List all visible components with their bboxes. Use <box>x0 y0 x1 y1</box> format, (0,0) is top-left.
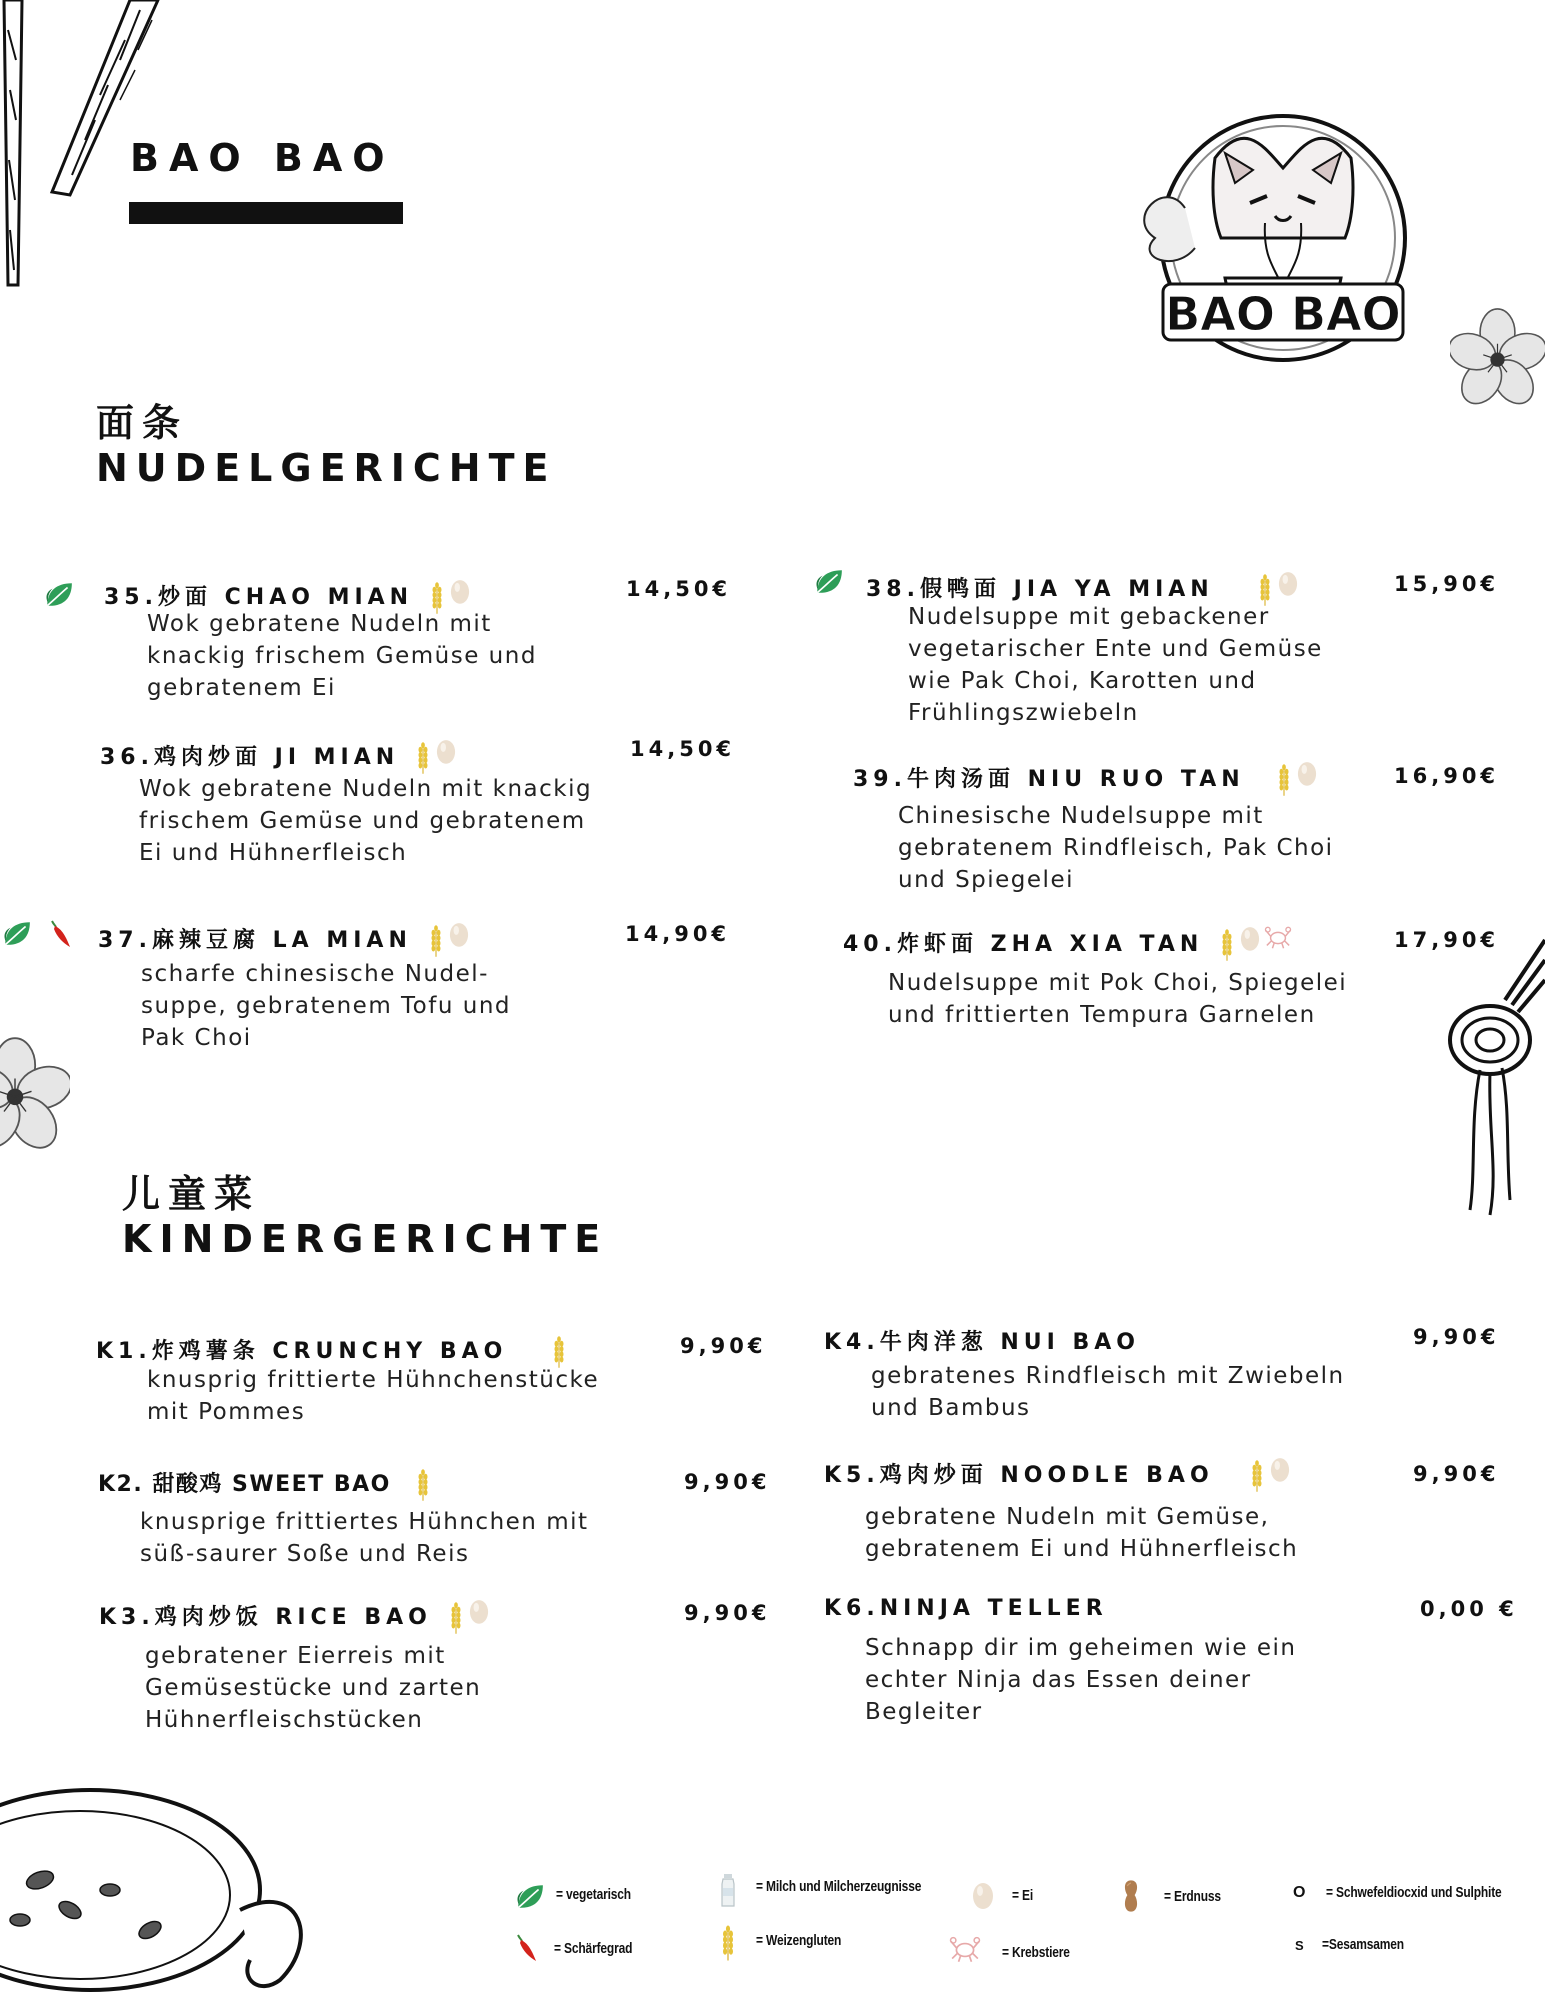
kids-item-k6-title <box>824 1596 1108 1621</box>
crustacean-icon <box>1264 925 1292 951</box>
desc-line: Ei und Hühnerfleisch <box>139 840 408 866</box>
desc-line: knusprige frittiertes Hühnchen mit <box>140 1509 589 1535</box>
noodle-item-36-title <box>100 738 456 778</box>
legend-crustacean: = Krebstiere <box>1002 1944 1070 1961</box>
kids-item-k4-price: 9,90€ <box>1413 1325 1500 1349</box>
desc-line: Gemüsestücke und zarten <box>145 1675 482 1701</box>
kids-item-k5-desc <box>865 1501 1298 1565</box>
kids-item-k3-title <box>99 1598 489 1638</box>
egg-icon <box>1270 1456 1290 1482</box>
legend-vegetarian: = vegetarisch <box>556 1886 631 1903</box>
desc-line: gebratenes Rindfleisch mit Zwiebeln <box>871 1363 1345 1389</box>
item-title-text: K3.鸡肉炒饭 RICE BAO <box>99 1605 432 1630</box>
desc-line: Begleiter <box>865 1699 983 1725</box>
egg-icon <box>436 738 456 764</box>
vegetarian-icon <box>44 580 74 610</box>
desc-line: gebratenem Ei <box>147 675 336 701</box>
egg-icon <box>450 578 470 604</box>
egg-icon <box>972 1881 994 1909</box>
kids-item-k6-price: 0,00 € <box>1420 1597 1518 1621</box>
noodle-item-35-price: 14,50€ <box>626 577 732 601</box>
desc-line: scharfe chinesische Nudel- <box>141 961 489 987</box>
gluten-icon <box>718 1922 738 1964</box>
egg-icon <box>1240 925 1260 951</box>
gluten-icon <box>1248 1456 1266 1496</box>
desc-line: wie Pak Choi, Karotten und <box>908 668 1257 694</box>
desc-line: Chinesische Nudelsuppe mit <box>898 803 1264 829</box>
legend-gluten: = Weizengluten <box>756 1932 842 1949</box>
item-title-text: 39.牛肉汤面 NIU RUO TAN <box>853 767 1245 792</box>
item-title-text: 35.炒面 CHAO MIAN <box>104 585 414 610</box>
desc-line: und frittierten Tempura Garnelen <box>888 1002 1316 1028</box>
chili-icon <box>512 1933 540 1965</box>
egg-icon <box>1278 570 1298 596</box>
item-title-text: K4.牛肉洋葱 NUI BAO <box>824 1330 1140 1355</box>
egg-icon <box>469 1598 489 1624</box>
noodle-item-38-desc <box>908 601 1323 729</box>
legend-sulphite: = Schwefeldiocxid und Sulphite <box>1326 1884 1502 1901</box>
kids-item-k5-title <box>824 1456 1290 1496</box>
desc-line: Wok gebratene Nudeln mit knackig <box>139 776 593 802</box>
kids-title-cn: 儿童菜 <box>122 1172 261 1216</box>
legend-spicy: = Schärfegrad <box>554 1940 633 1957</box>
noodle-item-40-title <box>843 925 1292 965</box>
kids-item-k4-desc <box>871 1360 1345 1424</box>
legend-milk: = Milch und Milcherzeugnisse <box>756 1878 922 1895</box>
noodle-item-37-price: 14,90€ <box>625 922 731 946</box>
kids-item-k2-title <box>98 1465 432 1505</box>
kids-item-k1-price: 9,90€ <box>680 1334 767 1358</box>
egg-icon <box>449 921 469 947</box>
item-title-text: K6.NINJA TELLER <box>824 1596 1108 1621</box>
logo-text: BAO BAO <box>1165 287 1401 341</box>
desc-line: Pak Choi <box>141 1025 252 1051</box>
sulphite-symbol: O <box>1293 1884 1306 1901</box>
legend-egg: = Ei <box>1012 1887 1034 1904</box>
peanut-icon <box>1120 1876 1142 1916</box>
item-title-text: K2. 甜酸鸡 SWEET BAO <box>98 1472 391 1497</box>
desc-line: gebratene Nudeln mit Gemüse, <box>865 1504 1270 1530</box>
desc-line: knusprig frittierte Hühnchenstücke <box>147 1367 600 1393</box>
item-title-text: 38.假鸭面 JIA YA MIAN <box>866 577 1214 602</box>
legend-peanut: = Erdnuss <box>1164 1888 1221 1905</box>
noodle-item-35-desc <box>147 608 537 704</box>
desc-line: frischem Gemüse und gebratenem <box>139 808 586 834</box>
gluten-icon <box>427 921 445 961</box>
desc-line: Frühlingszwiebeln <box>908 700 1139 726</box>
bao-bao-logo <box>1115 98 1415 368</box>
desc-line: Wok gebratene Nudeln mit <box>147 611 492 637</box>
desc-line: und Spiegelei <box>898 867 1074 893</box>
legend-sesame: =Sesamsamen <box>1322 1936 1404 1953</box>
desc-line: süß-saurer Soße und Reis <box>140 1541 470 1567</box>
gluten-icon <box>414 1465 432 1505</box>
desc-line: Schnapp dir im geheimen wie ein <box>865 1635 1297 1661</box>
desc-line: echter Ninja das Essen deiner <box>865 1667 1252 1693</box>
desc-line: gebratener Eierreis mit <box>145 1643 446 1669</box>
sesame-symbol: S <box>1295 1938 1304 1953</box>
desc-line: gebratenem Rindfleisch, Pak Choi <box>898 835 1334 861</box>
noodle-item-36-desc <box>139 773 592 869</box>
desc-line: Nudelsuppe mit Pok Choi, Spiegelei <box>888 970 1348 996</box>
kids-item-k6-desc <box>865 1632 1296 1728</box>
noodle-item-38-price: 15,90€ <box>1394 572 1500 596</box>
desc-line: vegetarischer Ente und Gemüse <box>908 636 1323 662</box>
item-title-text: 36.鸡肉炒面 JI MIAN <box>100 745 400 770</box>
soup-bowl-illustration <box>0 1770 320 2000</box>
noodles-title-cn: 面条 <box>96 401 189 445</box>
desc-line: Nudelsuppe mit gebackener <box>908 604 1270 630</box>
noodle-item-37-title <box>98 921 469 961</box>
flower-decoration-left <box>0 1020 70 1170</box>
kids-item-k3-desc <box>145 1640 481 1736</box>
flower-decoration-right <box>1450 278 1545 438</box>
desc-line: knackig frischem Gemüse und <box>147 643 537 669</box>
brand-underline <box>129 202 403 224</box>
noodle-item-39-desc <box>898 800 1334 896</box>
noodle-item-40-desc <box>888 967 1347 1031</box>
gluten-icon <box>447 1598 465 1638</box>
noodle-item-40-price: 17,90€ <box>1394 928 1500 952</box>
egg-icon <box>1297 760 1317 786</box>
desc-line: gebratenem Ei und Hühnerfleisch <box>865 1536 1299 1562</box>
kids-title-de: KINDERGERICHTE <box>122 1217 609 1261</box>
desc-line: mit Pommes <box>147 1399 306 1425</box>
kids-item-k4-title <box>824 1325 1140 1356</box>
gluten-icon <box>1275 760 1293 800</box>
noodle-item-37-desc <box>141 958 511 1054</box>
kids-item-k2-desc <box>140 1506 589 1570</box>
noodles-title-de: NUDELGERICHTE <box>96 446 557 490</box>
kids-item-k1-desc <box>147 1364 599 1428</box>
chili-icon <box>46 919 74 951</box>
desc-line: suppe, gebratenem Tofu und <box>141 993 511 1019</box>
vegetarian-icon <box>2 919 32 949</box>
item-title-text: K1.炸鸡薯条 CRUNCHY BAO <box>96 1339 508 1364</box>
gluten-icon <box>414 738 432 778</box>
gluten-icon <box>1218 925 1236 965</box>
vegetarian-icon <box>814 567 844 597</box>
kids-item-k5-price: 9,90€ <box>1413 1462 1500 1486</box>
desc-line: und Bambus <box>871 1395 1031 1421</box>
desc-line: Hühnerfleischstücken <box>145 1707 424 1733</box>
noodle-fork-illustration <box>1410 930 1545 1220</box>
item-title-text: 40.炸虾面 ZHA XIA TAN <box>843 932 1204 957</box>
item-title-text: 37.麻辣豆腐 LA MIAN <box>98 928 412 953</box>
crustacean-icon <box>948 1935 982 1965</box>
noodle-item-39-title <box>853 760 1317 800</box>
kids-item-k3-price: 9,90€ <box>684 1601 771 1625</box>
vegetarian-icon <box>515 1882 545 1912</box>
noodle-item-39-price: 16,90€ <box>1394 764 1500 788</box>
noodle-item-36-price: 14,50€ <box>630 737 736 761</box>
brand-name: BAO BAO <box>130 136 395 180</box>
kids-item-k2-price: 9,90€ <box>684 1470 771 1494</box>
item-title-text: K5.鸡肉炒面 NOODLE BAO <box>824 1463 1214 1488</box>
milk-icon <box>720 1872 736 1908</box>
